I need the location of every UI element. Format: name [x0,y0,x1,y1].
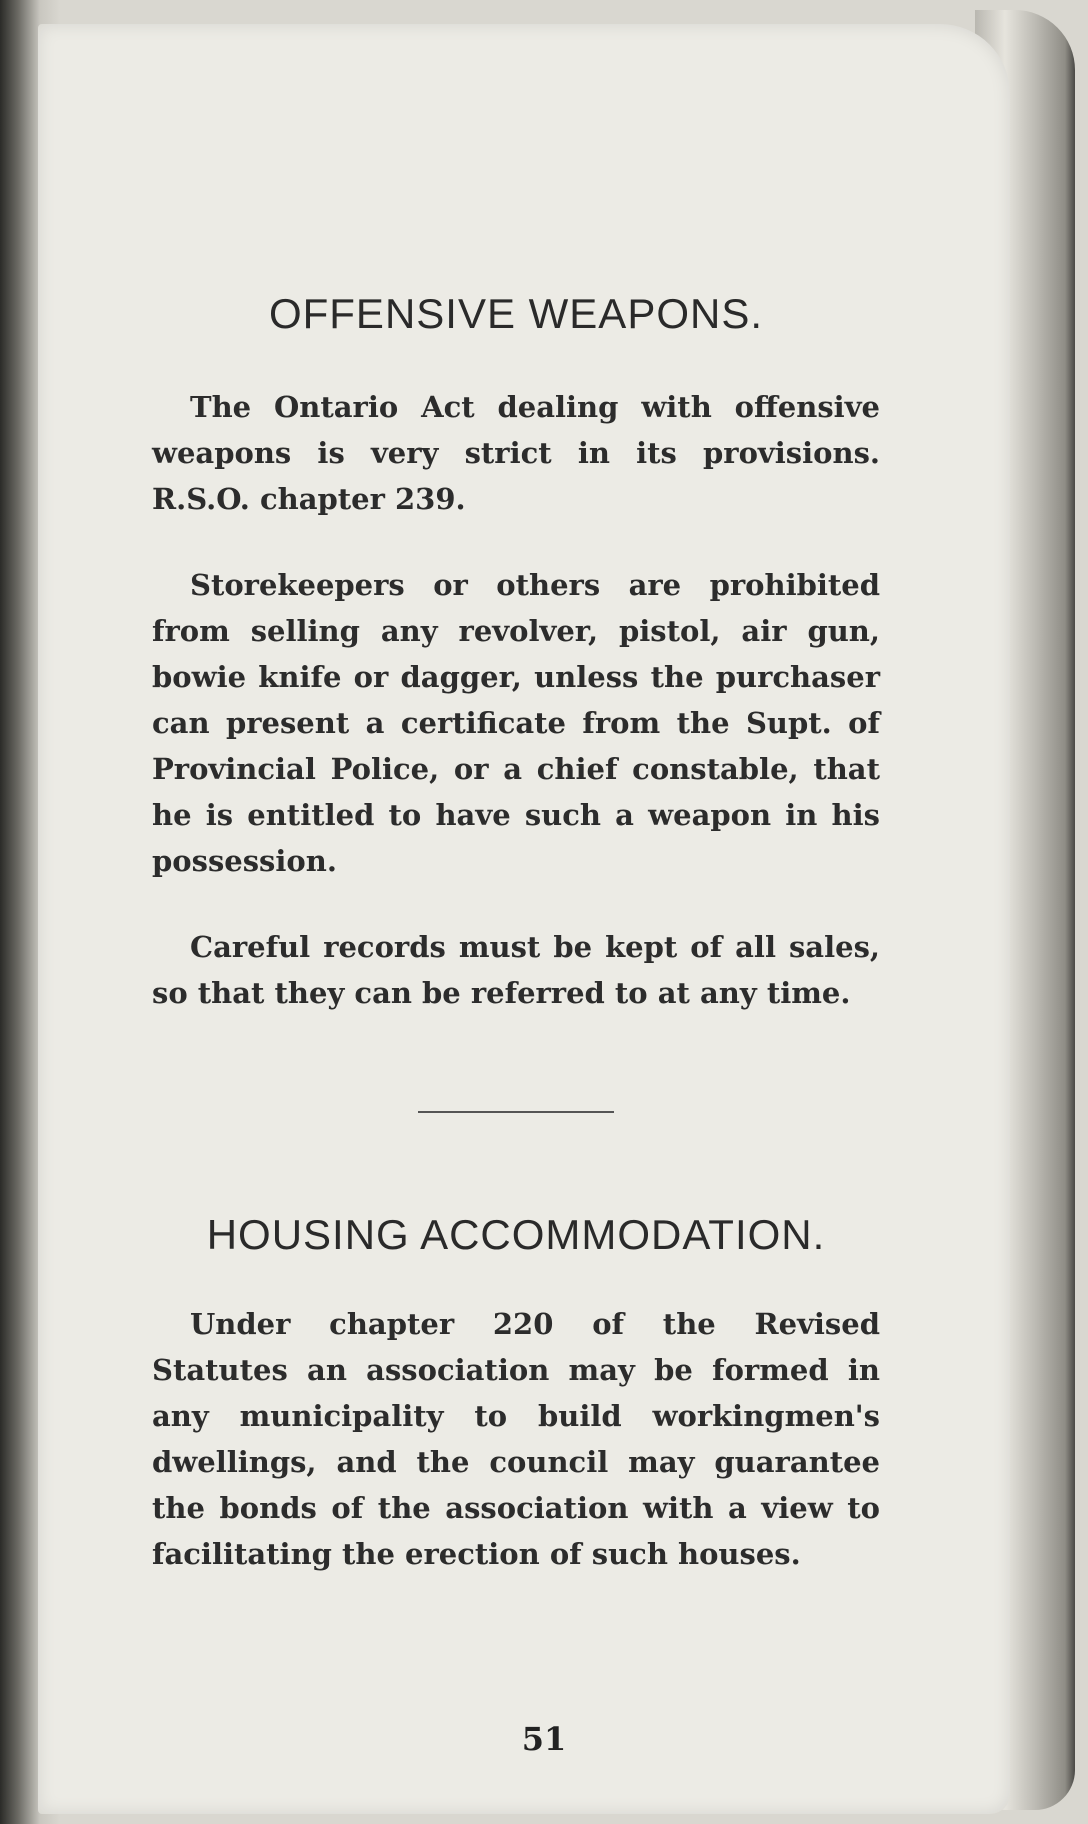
page-content [152,290,880,1577]
section-heading-housing: HOUSING ACCOMMODATION. [206,1211,826,1258]
paragraph-act: The Ontario Act dealing with offensive weapons is very strict in its provisions. R.S.O. chapter 239. [152,390,880,516]
section-heading-offensive-weapons: OFFENSIVE WEAPONS. [268,290,764,337]
paragraph-storekeepers: Storekeepers or others are prohibited from selling any revolver, pistol, air gun, bowie knife or dagger, unless the purchaser can present a certificate from the Supt. of Provincial Police, or a chief constable, that he is entitled to have such a weapon in his possession. [152,568,880,878]
paragraph-records: Careful records must be kept of all sales, so that they can be referred to at any time. [152,930,880,1010]
paragraph-housing: Under chapter 220 of the Revised Statutes an association may be formed in any municipality to build workingmen's dwellings, and the council may guarantee the bonds of the association with a view to facilitating the erection of such houses. [152,1307,880,1571]
page-number: 51 [521,1720,567,1758]
